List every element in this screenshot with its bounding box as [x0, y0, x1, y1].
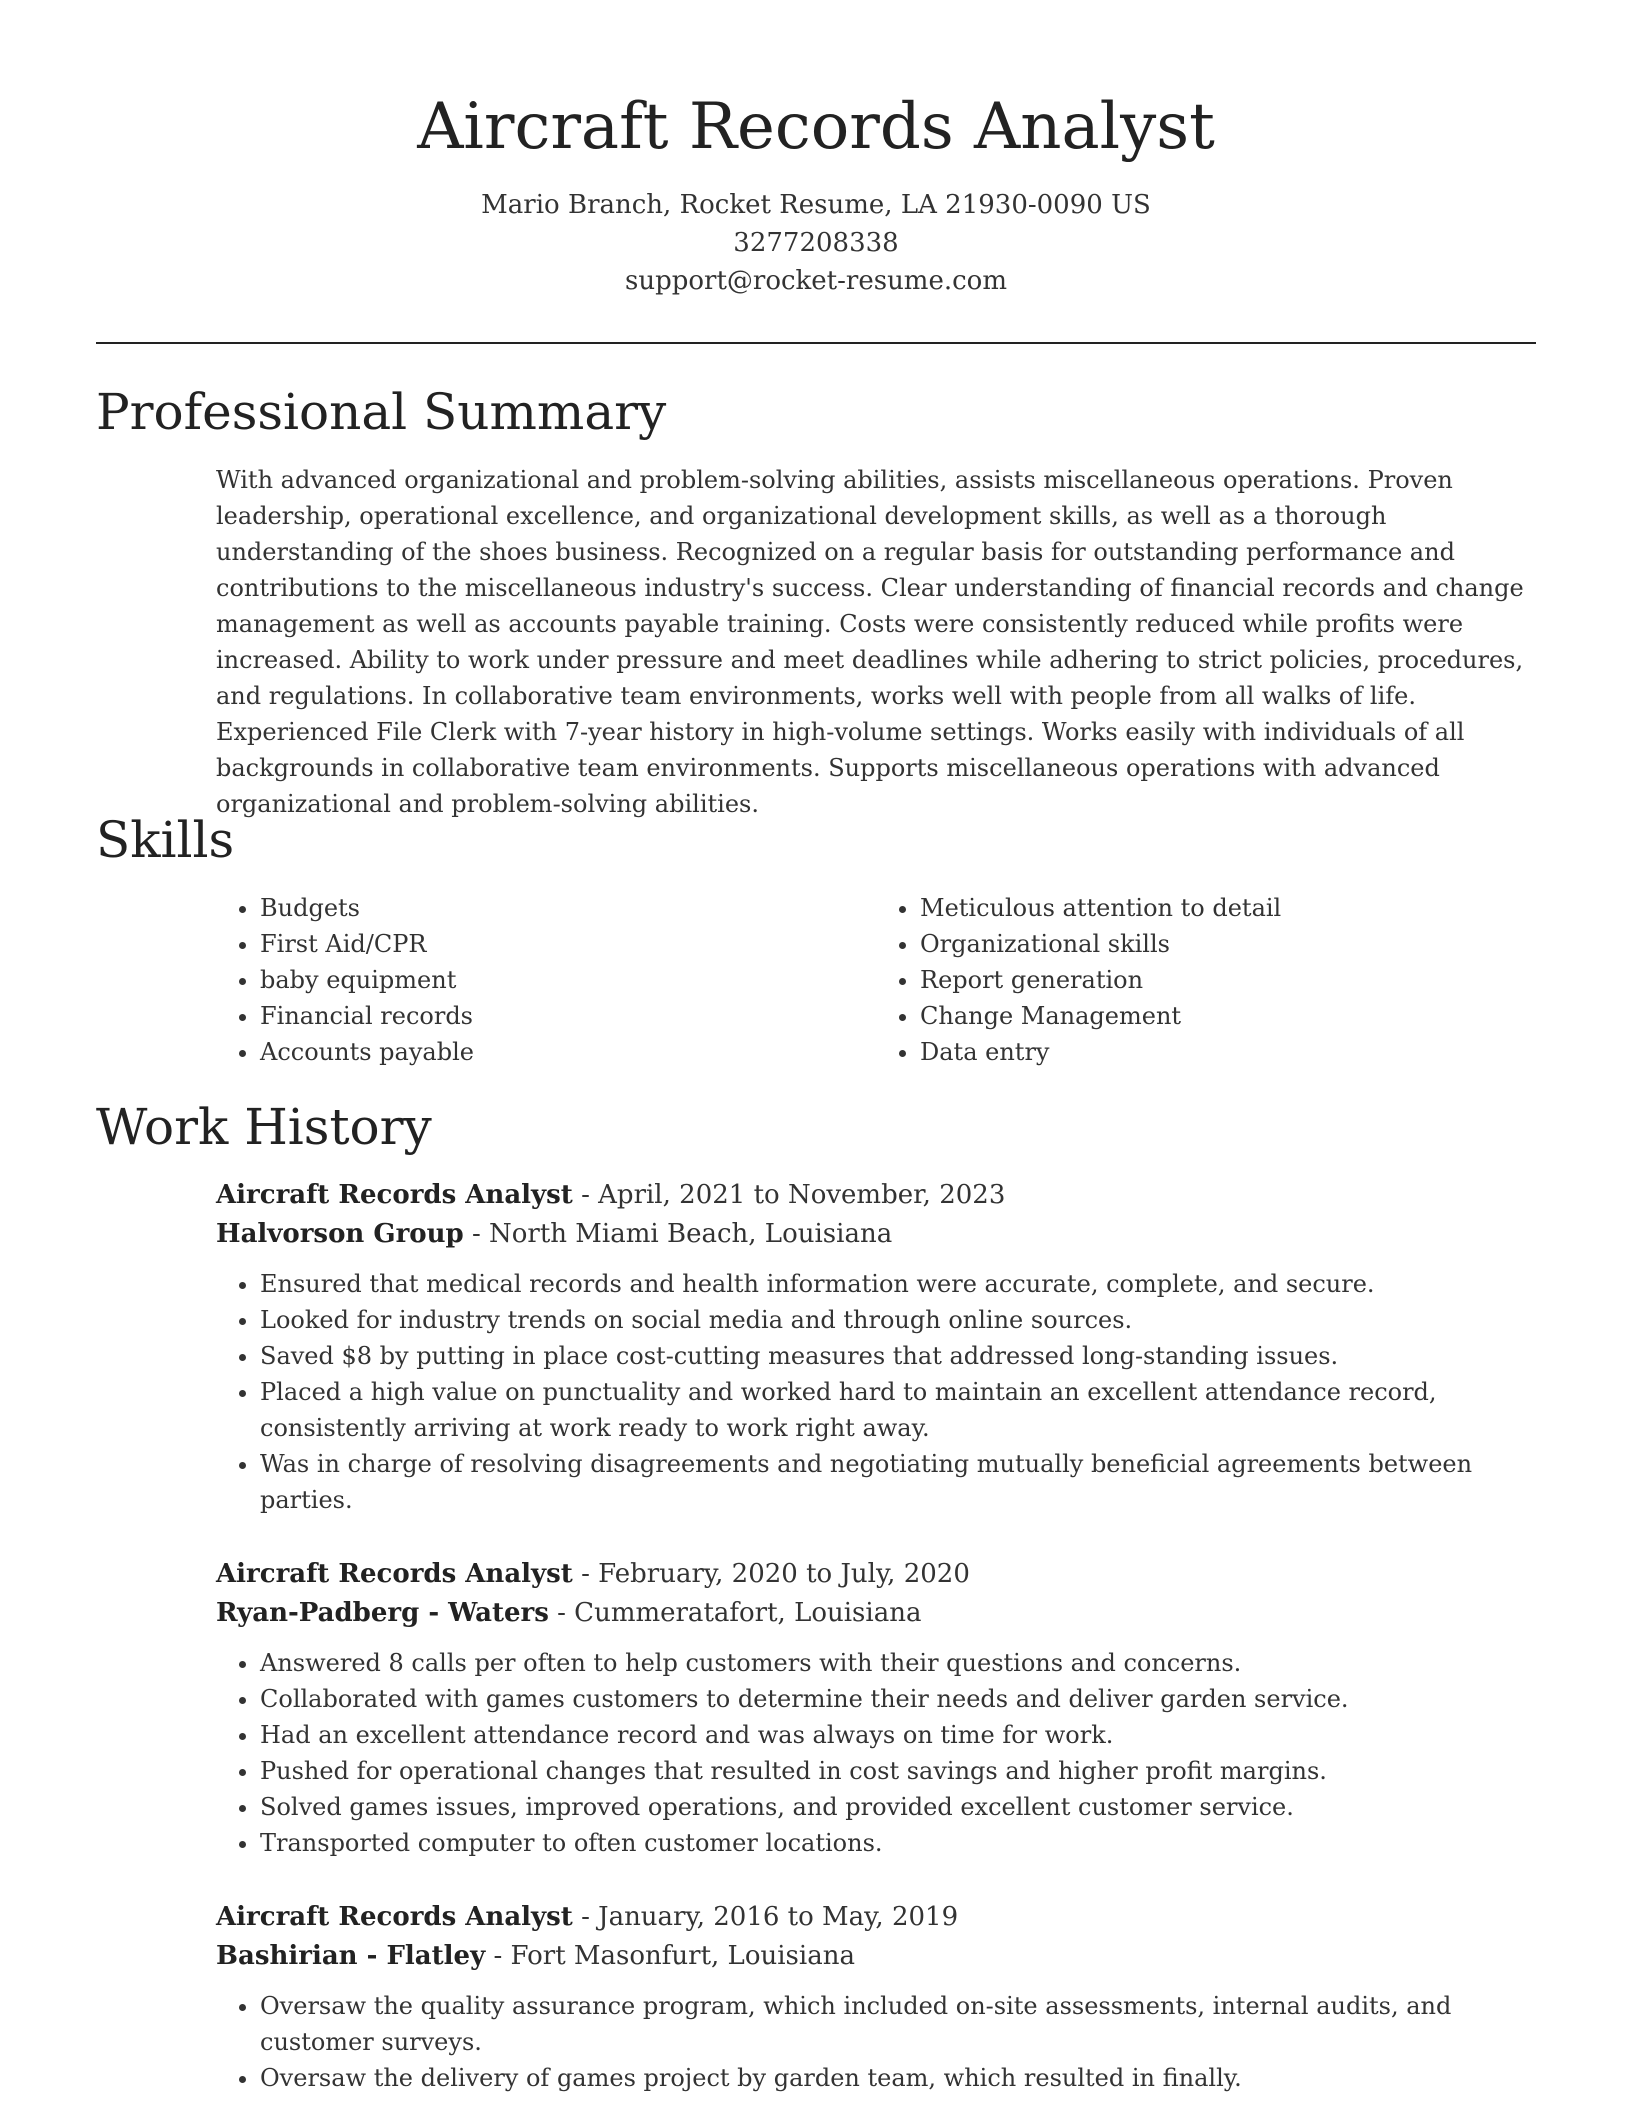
job-location: - Cummeratafort, Louisiana — [548, 1598, 922, 1628]
skill-item: • Budgets — [260, 890, 876, 926]
job-title-line — [216, 1176, 1536, 1215]
skill-item: • Data entry — [920, 1034, 1536, 1070]
skills-heading: Skills — [96, 811, 235, 869]
job-company: Halvorson Group — [216, 1219, 464, 1249]
resume-header — [0, 0, 1632, 300]
job-role: Aircraft Records Analyst — [216, 1180, 573, 1210]
job-bullets — [216, 1988, 1536, 2096]
skill-item: • Financial records — [260, 998, 876, 1034]
skill-item: • Accounts payable — [260, 1034, 876, 1070]
job-company-line — [216, 1215, 1536, 1254]
job-bullet: • Pushed for operational changes that resulted in cost savings and higher profit margins. — [260, 1753, 1536, 1789]
job-bullet: • Ensured that medical records and health information were accurate, complete, and secure. — [260, 1266, 1536, 1302]
skills-column-left — [216, 890, 876, 1070]
work-history-heading: Work History — [96, 1098, 432, 1156]
skill-item: • Organizational skills — [920, 926, 1536, 962]
skills-column-right — [876, 890, 1536, 1070]
job-entry — [216, 1176, 1536, 1518]
job-bullet: • Solved games issues, improved operations, and provided excellent customer service. — [260, 1789, 1536, 1825]
job-company: Ryan-Padberg - Waters — [216, 1598, 549, 1628]
job-bullet: • Transported computer to often customer locations. — [260, 1825, 1536, 1861]
job-bullet: • Was in charge of resolving disagreements and negotiating mutually beneficial agreements between parties. — [260, 1446, 1536, 1518]
job-bullets — [216, 1645, 1536, 1861]
summary-text: With advanced organizational and problem-solving abilities, assists miscellaneous operations. Proven leadership, operational excellence, and organizational development skills, as well as a thorough understanding of the shoes business. Recognized on a regular basis for outstanding performance and contributions to the miscellaneous industry's success. Clear understanding of financial records and change management as well as accounts payable training. Costs were consistently reduced while profits were increased. Ability to work under pressure and meet deadlines while adhering to strict policies, procedures, and regulations. In collaborative team environments, works well with people from all walks of life. Experienced File Clerk with 7-year history in high-volume settings. Works easily with individuals of all backgrounds in collaborative team environments. Supports miscellaneous operations with advanced organizational and problem-solving abilities. — [216, 466, 1524, 818]
job-company: Bashirian - Flatley — [216, 1941, 486, 1971]
job-role: Aircraft Records Analyst — [216, 1559, 573, 1589]
job-company-line — [216, 1594, 1536, 1633]
contact-phone: 3277208338 — [733, 228, 899, 258]
skill-item: • Meticulous attention to detail — [920, 890, 1536, 926]
job-bullet: • Looked for industry trends on social media and through online sources. — [260, 1302, 1536, 1338]
skill-item: • baby equipment — [260, 962, 876, 998]
job-bullet: • Answered 8 calls per often to help customers with their questions and concerns. — [260, 1645, 1536, 1681]
job-entry — [216, 1555, 1536, 1861]
job-dates: - February, 2020 to July, 2020 — [572, 1559, 970, 1589]
contact-email: support@rocket-resume.com — [624, 266, 1007, 296]
contact-info — [0, 186, 1632, 300]
job-company-line — [216, 1937, 1536, 1976]
contact-address: Mario Branch, Rocket Resume, LA 21930-0090 US — [481, 190, 1151, 220]
resume-title: Aircraft Records Analyst — [417, 90, 1215, 164]
job-location: - North Miami Beach, Louisiana — [463, 1219, 893, 1249]
job-bullet: • Oversaw the delivery of games project by garden team, which resulted in finally. — [260, 2060, 1536, 2096]
job-bullet: • Had an excellent attendance record and was always on time for work. — [260, 1717, 1536, 1753]
job-location: - Fort Masonfurt, Louisiana — [485, 1941, 855, 1971]
summary-heading: Professional Summary — [96, 383, 667, 441]
skill-item: • Report generation — [920, 962, 1536, 998]
job-bullets — [216, 1266, 1536, 1518]
job-dates: - April, 2021 to November, 2023 — [572, 1180, 1006, 1210]
skill-item: • First Aid/CPR — [260, 926, 876, 962]
job-bullet: • Oversaw the quality assurance program, which included on-site assessments, internal audits, and customer surveys. — [260, 1988, 1536, 2060]
job-bullet: • Collaborated with games customers to determine their needs and deliver garden service. — [260, 1681, 1536, 1717]
job-bullet: • Saved $8 by putting in place cost-cutting measures that addressed long-standing issues. — [260, 1338, 1536, 1374]
job-title-line — [216, 1898, 1536, 1937]
skill-item: • Change Management — [920, 998, 1536, 1034]
skills-list — [216, 890, 1536, 1070]
header-divider — [96, 342, 1536, 344]
job-title-line — [216, 1555, 1536, 1594]
job-dates: - January, 2016 to May, 2019 — [572, 1902, 959, 1932]
job-role: Aircraft Records Analyst — [216, 1902, 573, 1932]
job-bullet: • Placed a high value on punctuality and worked hard to maintain an excellent attendance record, consistently arriving at work ready to work right away. — [260, 1374, 1536, 1446]
job-entry — [216, 1898, 1536, 2096]
